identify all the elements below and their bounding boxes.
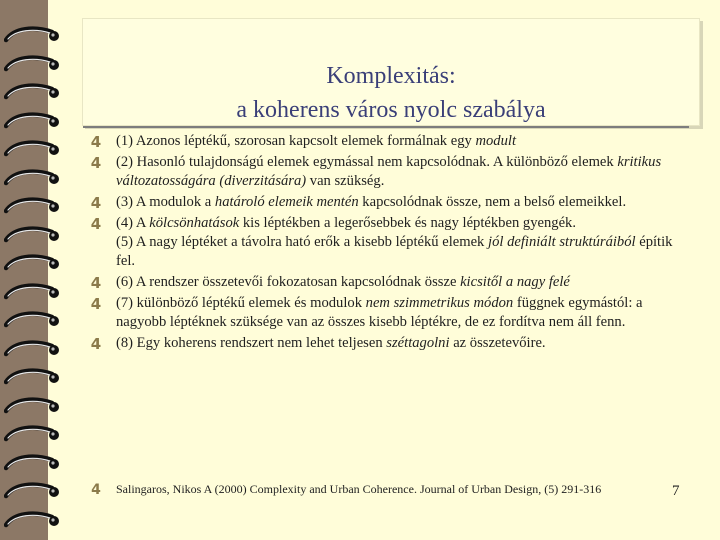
binding-ring-icon <box>4 53 60 75</box>
item-text: (5) A nagy léptéket a távolra ható erők a kisebb léptékű elemek <box>116 234 489 250</box>
item-emphasis: széttagolni <box>386 335 450 351</box>
item-text: (2) Hasonló tulajdonságú elemek egymással nem kapcsolódnak. A különböző elemek <box>116 154 618 170</box>
item-text: (6) A rendszer összetevői fokozatosan kapcsolódnak össze <box>116 274 461 290</box>
item-text-after: az összetevőire. <box>449 335 546 351</box>
notepad-bullet-icon: 4 <box>90 215 102 233</box>
item-emphasis: nem szimmetrikus módon <box>365 295 514 311</box>
item-emphasis: határoló elemeik mentén <box>214 194 359 210</box>
list-item-1 <box>88 132 688 151</box>
title-box <box>82 18 700 126</box>
item-text-after: kis léptékben a legerősebbek és nagy léptékben gyengék. <box>239 215 576 231</box>
page-number: 7 <box>672 483 680 499</box>
item-emphasis: modult <box>475 133 517 149</box>
list-item-6 <box>88 273 688 292</box>
notepad-bullet-icon: 4 <box>90 194 102 212</box>
notepad-bullet-icon: 4 <box>90 335 102 353</box>
item-text: (1) Azonos léptékű, szorosan kapcsolt elemek formálnak egy <box>116 133 476 149</box>
item-text: (8) Egy koherens rendszert nem lehet teljesen <box>116 335 387 351</box>
binding-ring-icon <box>4 281 60 303</box>
reference <box>88 482 676 497</box>
binding-ring-icon <box>4 252 60 274</box>
item-text: (7) különböző léptékű elemek és modulok <box>116 295 366 311</box>
binding-ring-icon <box>4 395 60 417</box>
binding-ring-icon <box>4 195 60 217</box>
notepad-bullet-icon: 4 <box>90 154 102 172</box>
binding-ring-icon <box>4 452 60 474</box>
binding-ring-icon <box>4 423 60 445</box>
title-line-1: Komplexitás: <box>326 63 456 89</box>
item-emphasis: kritikus változatosságára (diverzitására) <box>116 154 662 189</box>
item-emphasis: kölcsönhatások <box>149 215 240 231</box>
binding-ring-icon <box>4 224 60 246</box>
item-emphasis: kicsitől a nagy felé <box>460 274 570 290</box>
list-item-5 <box>88 233 688 271</box>
binding-ring-icon <box>4 138 60 160</box>
item-text-after: van szükség. <box>306 173 385 189</box>
list-item-7 <box>88 294 688 332</box>
notepad-bullet-icon: 4 <box>91 482 101 498</box>
rule-list <box>88 130 688 353</box>
item-text-after: függnek egymástól: a nagyobb léptéknek szüksége van az összes kisebb léptékre, de ez fordítva nem áll fenn. <box>116 295 643 330</box>
binding-ring-icon <box>4 110 60 132</box>
list-item-2 <box>88 153 688 191</box>
list-item-3 <box>88 193 688 212</box>
binding-ring-icon <box>4 509 60 531</box>
item-emphasis: jól definiált struktúráiból <box>488 234 636 250</box>
binding-ring-icon <box>4 81 60 103</box>
list-item-8 <box>88 334 688 353</box>
list-item-4 <box>88 214 688 233</box>
item-text: (4) A <box>116 215 150 231</box>
page-title <box>83 59 699 127</box>
item-text: (3) A modulok a <box>116 194 215 210</box>
notepad-bullet-icon: 4 <box>90 274 102 292</box>
reference-text: Salingaros, Nikos A (2000) Complexity and Urban Coherence. Journal of Urban Design, (5) 291-316 <box>116 482 602 496</box>
item-text-after: építik fel. <box>116 234 673 269</box>
title-divider <box>83 126 689 128</box>
item-text-after: kapcsolódnak össze, nem a belső elemeikkel. <box>358 194 627 210</box>
binding-ring-icon <box>4 167 60 189</box>
binding-ring-icon <box>4 480 60 502</box>
notepad-bullet-icon: 4 <box>90 133 102 151</box>
binding-ring-icon <box>4 309 60 331</box>
binding-ring-icon <box>4 24 60 46</box>
binding-ring-icon <box>4 338 60 360</box>
binding-ring-icon <box>4 366 60 388</box>
notepad-bullet-icon: 4 <box>90 295 102 313</box>
title-line-2: a koherens város nyolc szabálya <box>236 97 546 123</box>
